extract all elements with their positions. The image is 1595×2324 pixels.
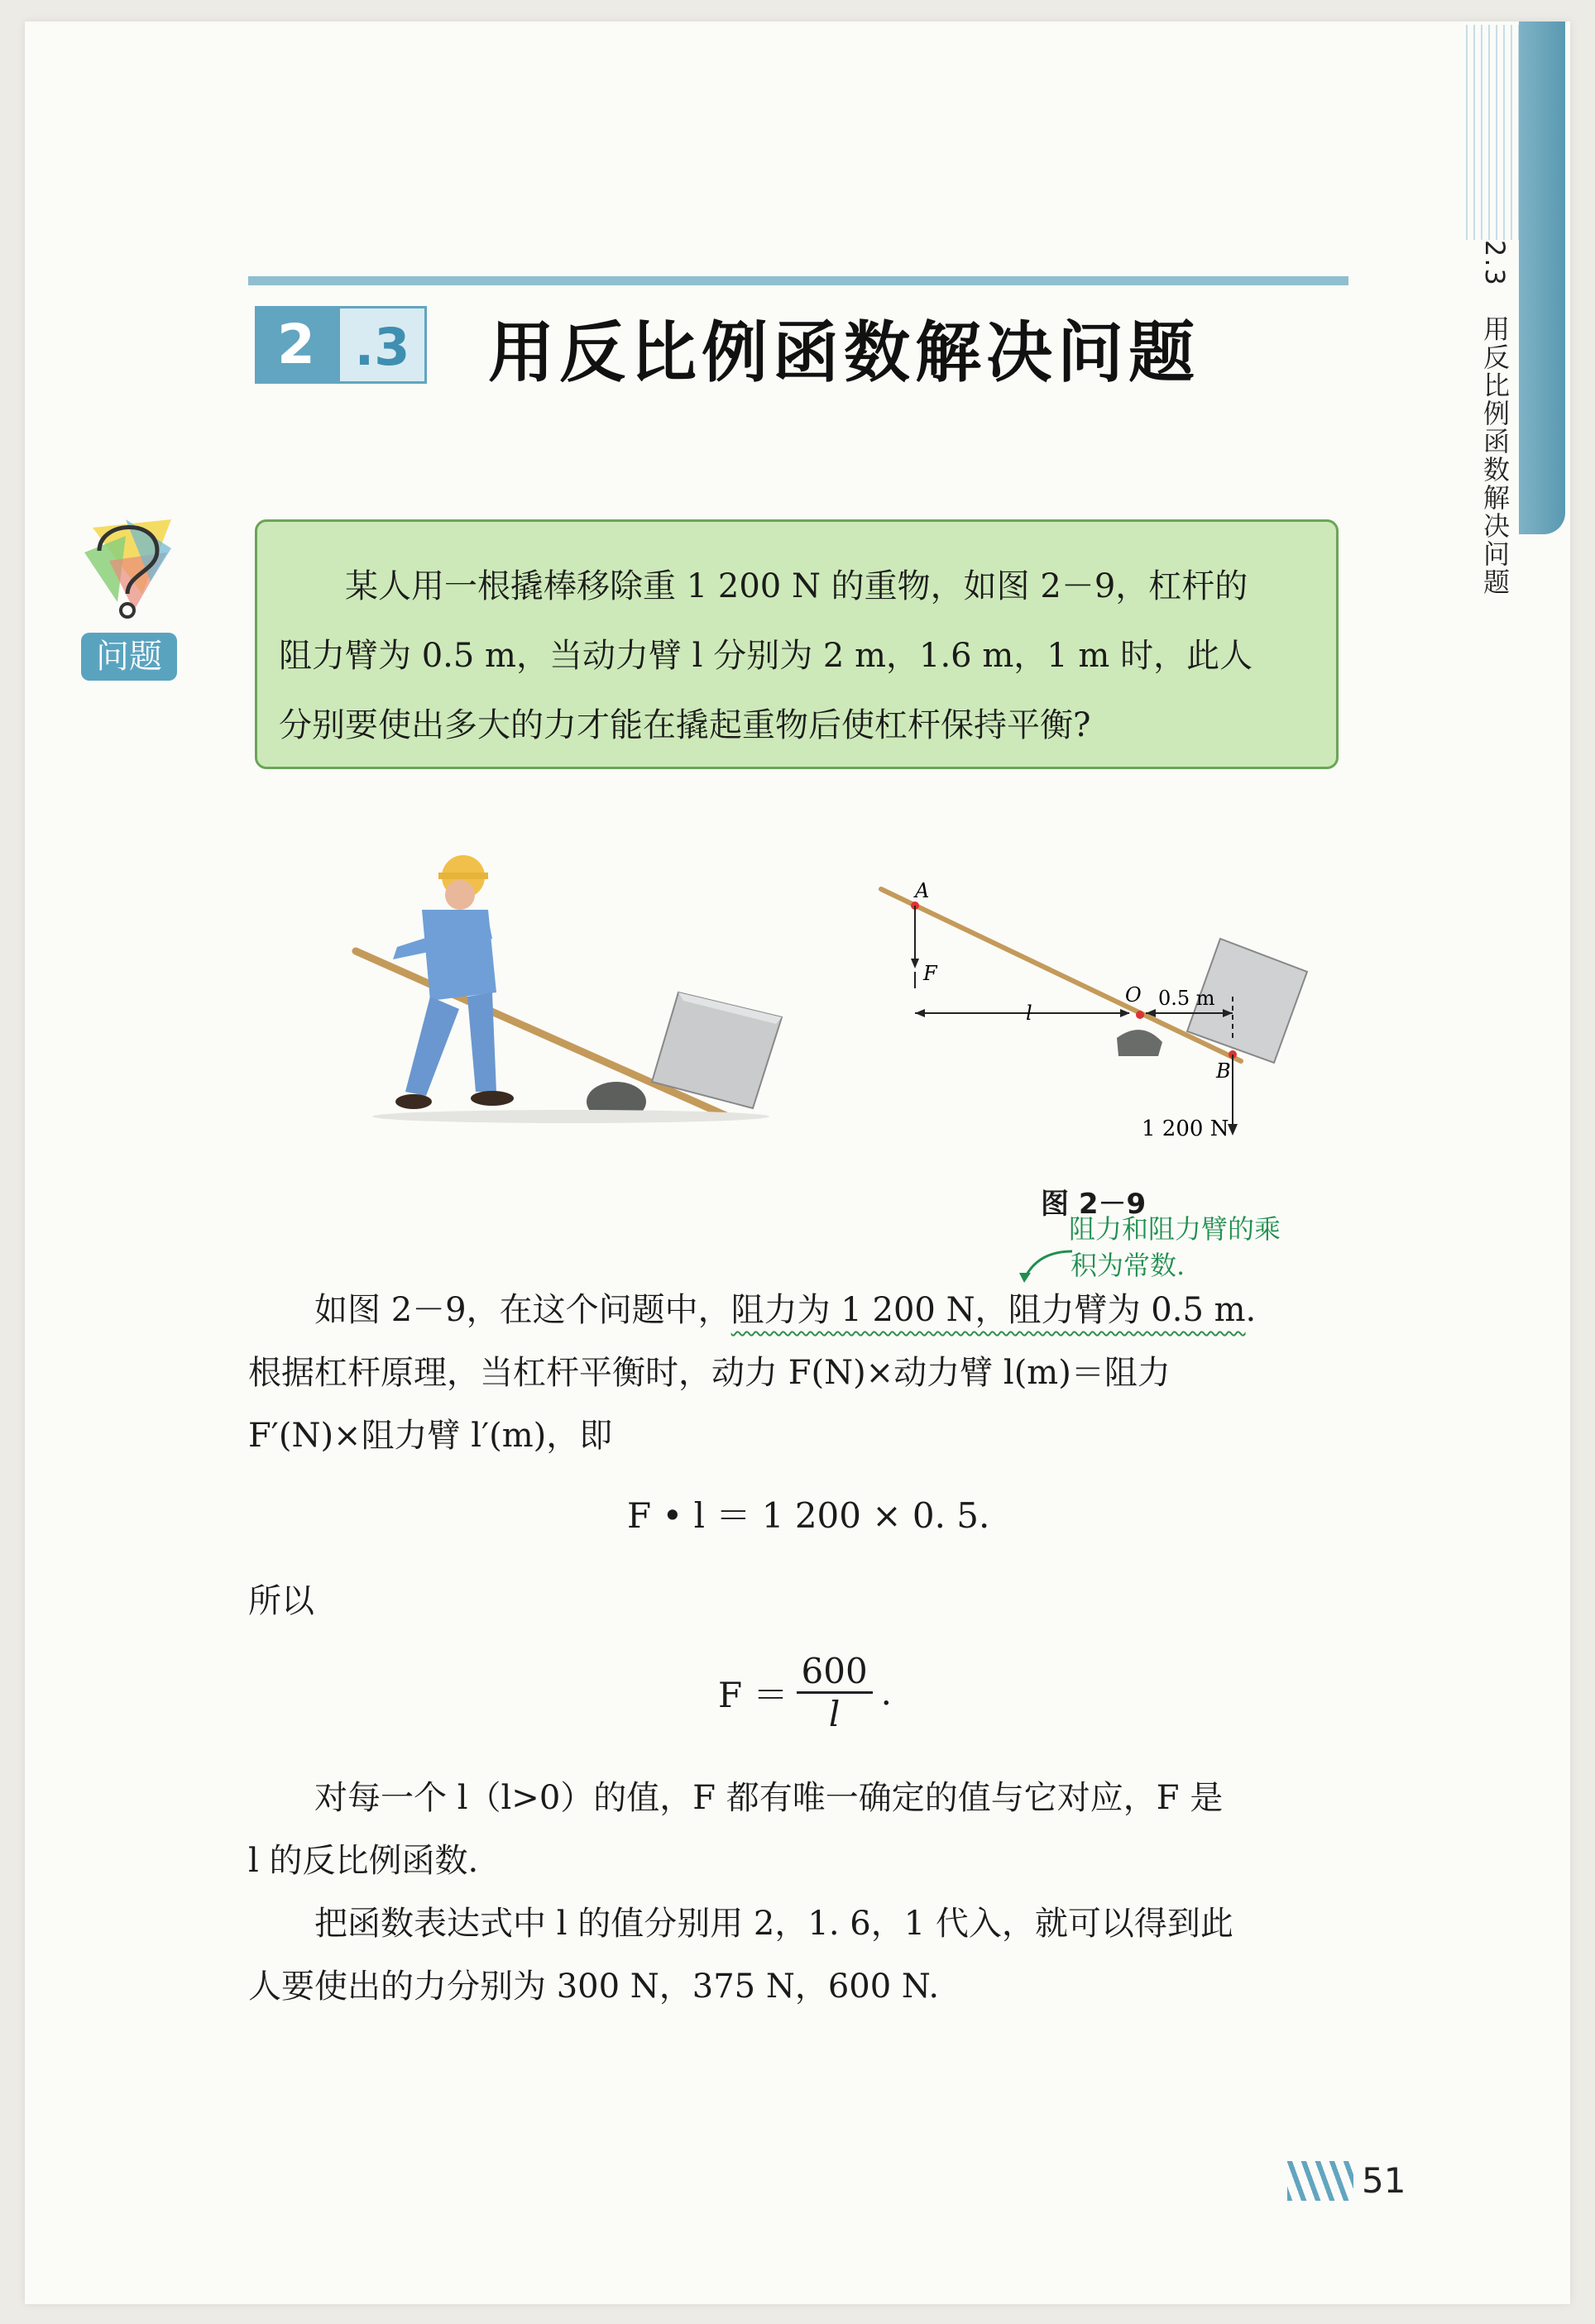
p1-line-1-underlined: 阻力为 1 200 N，阻力臂为 0.5 m	[730, 1291, 1246, 1329]
badge-major: 2	[255, 306, 338, 384]
label-O: O	[1125, 983, 1142, 1007]
p1-line-3: F′(N)×阻力臂 l′(m)，即	[248, 1417, 613, 1455]
problem-box	[255, 519, 1339, 769]
lever-diagram	[869, 873, 1332, 1154]
figure-caption: 图 2－9	[1041, 1188, 1147, 1221]
p3-line-2: 人要使出的力分别为 300 N，375 N，600 N.	[248, 1968, 940, 2006]
chapter-side-tab	[1519, 22, 1565, 534]
side-running-head	[1473, 240, 1514, 596]
p1-line-2: 根据杠杆原理，当杠杆平衡时，动力 F(N)×动力臂 l(m)＝阻力	[248, 1354, 1171, 1392]
side-decor-stripes	[1466, 25, 1519, 240]
problem-label: 问题	[81, 633, 177, 681]
problem-line-2: 阻力臂为 0.5 m，当动力臂 l 分别为 2 m，1.6 m，1 m 时，此人	[279, 637, 1253, 675]
question-mark-icon	[76, 503, 184, 627]
section-badge	[255, 306, 427, 384]
badge-minor: .3	[338, 306, 427, 384]
p1-line-1	[248, 1279, 1357, 1341]
formula-2-end: .	[880, 1672, 893, 1713]
side-section-title: 用反比例函数解决问题	[1479, 315, 1511, 597]
problem-line-1: 某人用一根撬棒移除重 1 200 N 的重物，如图 2－9，杠杆的	[345, 567, 1248, 605]
label-A: A	[915, 879, 930, 902]
so-text: 所以	[248, 1582, 314, 1620]
formula-2-lhs: F ＝	[718, 1674, 788, 1715]
label-l: l	[1026, 1002, 1032, 1025]
label-weight: 1 200 N	[1142, 1117, 1229, 1141]
page-number: 51	[1362, 2160, 1406, 2201]
note-line-2: 积为常数.	[1071, 1250, 1185, 1281]
label-F: F	[923, 962, 937, 985]
worker-lever-illustration	[323, 844, 794, 1141]
p2-line-2: l 的反比例函数.	[248, 1842, 479, 1880]
page-number-decor	[1287, 2161, 1353, 2201]
formula-2	[718, 1651, 892, 1734]
formula-1: F • l ＝ 1 200 × 0. 5.	[627, 1495, 990, 1536]
formula-2-denominator: l	[828, 1694, 841, 1734]
label-arm: 0.5 m	[1158, 987, 1215, 1010]
formula-2-numerator: 600	[797, 1651, 873, 1694]
header-rule	[248, 276, 1348, 285]
formula-2-fraction	[797, 1651, 873, 1734]
paragraph-3	[248, 1892, 1357, 2018]
side-section-number: 2.3	[1479, 240, 1511, 287]
margin-note	[1069, 1211, 1281, 1284]
paragraph-2	[248, 1767, 1357, 1892]
label-B: B	[1216, 1059, 1231, 1083]
p1-line-1-end: .	[1245, 1291, 1257, 1329]
note-line-1: 阻力和阻力臂的乘	[1069, 1213, 1281, 1245]
section-title: 用反比例函数解决问题	[488, 314, 1200, 391]
problem-line-3: 分别要使出多大的力才能在撬起重物后使杠杆保持平衡?	[279, 706, 1091, 744]
paragraph-1	[248, 1279, 1357, 1467]
p2-line-1: 对每一个 l（l>0）的值，F 都有唯一确定的值与它对应，F 是	[314, 1779, 1224, 1817]
page-number-block	[1287, 2160, 1406, 2201]
p3-line-1: 把函数表达式中 l 的值分别用 2，1. 6，1 代入，就可以得到此	[314, 1905, 1233, 1943]
p1-line-1-a: 如图 2－9，在这个问题中，	[314, 1291, 731, 1329]
